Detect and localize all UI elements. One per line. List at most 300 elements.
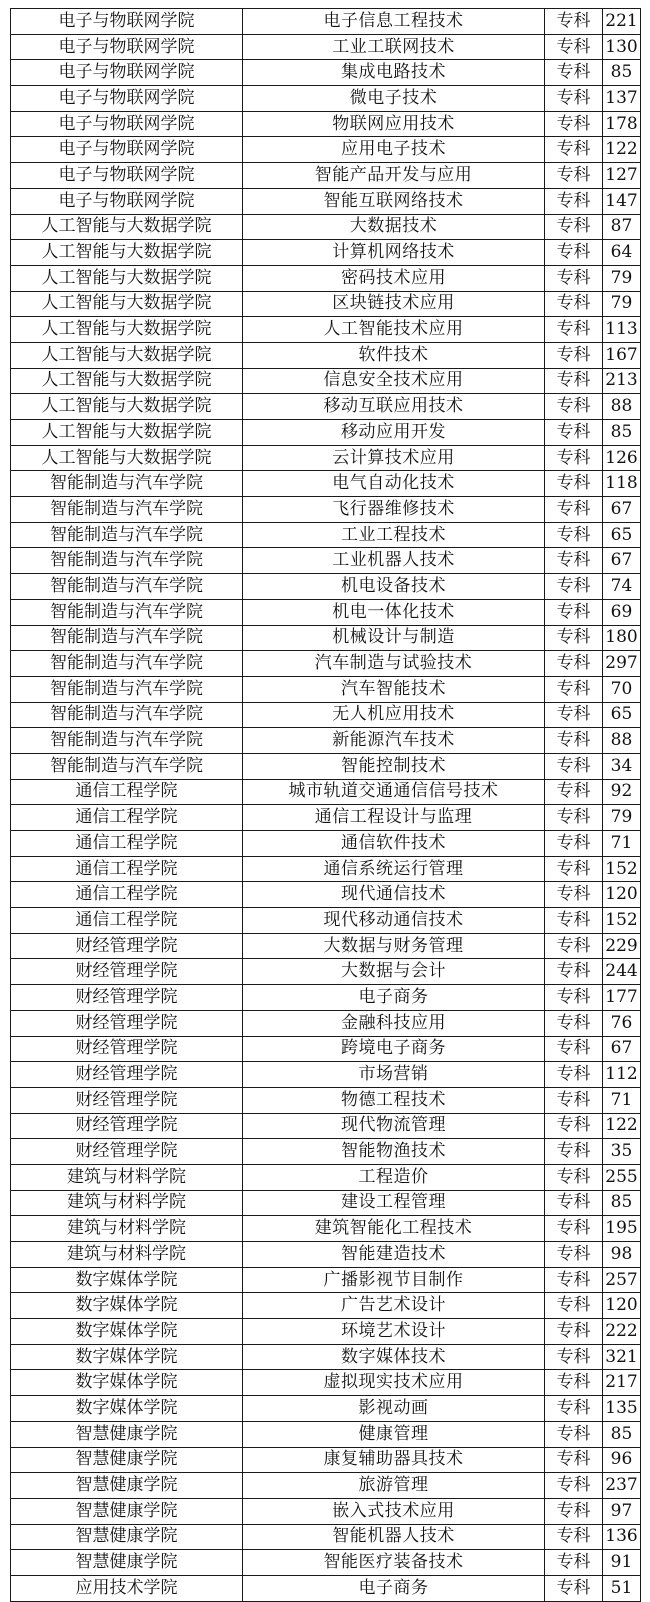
count-cell: 71	[603, 1087, 641, 1113]
table-row	[11, 676, 641, 702]
table-row	[11, 1267, 641, 1293]
level-cell: 专科	[545, 702, 603, 728]
table-row	[11, 933, 641, 959]
major-cell: 现代移动通信技术	[243, 908, 545, 934]
table-row	[11, 1216, 641, 1242]
count-cell: 147	[603, 188, 641, 214]
level-cell: 专科	[545, 420, 603, 446]
level-cell: 专科	[545, 1524, 603, 1550]
table-row	[11, 34, 641, 60]
college-cell: 财经管理学院	[11, 1010, 243, 1036]
table-row	[11, 60, 641, 86]
college-cell: 智能制造与汽车学院	[11, 651, 243, 677]
level-cell: 专科	[545, 445, 603, 471]
table-row	[11, 856, 641, 882]
college-cell: 建筑与材料学院	[11, 1242, 243, 1268]
count-cell: 118	[603, 471, 641, 497]
major-cell: 物德工程技术	[243, 1087, 545, 1113]
college-cell: 智能制造与汽车学院	[11, 728, 243, 754]
major-cell: 云计算技术应用	[243, 445, 545, 471]
count-cell: 85	[603, 1421, 641, 1447]
major-cell: 建设工程管理	[243, 1190, 545, 1216]
table-row	[11, 1319, 641, 1345]
level-cell: 专科	[545, 1575, 603, 1601]
major-cell: 跨境电子商务	[243, 1036, 545, 1062]
table-row	[11, 265, 641, 291]
college-cell: 电子与物联网学院	[11, 86, 243, 112]
major-cell: 虚拟现实技术应用	[243, 1370, 545, 1396]
college-cell: 建筑与材料学院	[11, 1164, 243, 1190]
table-row	[11, 188, 641, 214]
major-cell: 智能医疗装备技术	[243, 1550, 545, 1576]
enrollment-plan-table	[10, 8, 641, 1602]
college-cell: 财经管理学院	[11, 1087, 243, 1113]
college-cell: 财经管理学院	[11, 1113, 243, 1139]
level-cell: 专科	[545, 985, 603, 1011]
count-cell: 137	[603, 86, 641, 112]
major-cell: 健康管理	[243, 1421, 545, 1447]
level-cell: 专科	[545, 1319, 603, 1345]
major-cell: 无人机应用技术	[243, 702, 545, 728]
count-cell: 88	[603, 394, 641, 420]
count-cell: 297	[603, 651, 641, 677]
level-cell: 专科	[545, 214, 603, 240]
major-cell: 工业工程技术	[243, 522, 545, 548]
table-row	[11, 1062, 641, 1088]
count-cell: 221	[603, 9, 641, 35]
table-row	[11, 959, 641, 985]
table-row	[11, 9, 641, 35]
major-cell: 智能物渔技术	[243, 1139, 545, 1165]
major-cell: 智能互联网络技术	[243, 188, 545, 214]
college-cell: 数字媒体学院	[11, 1319, 243, 1345]
level-cell: 专科	[545, 137, 603, 163]
major-cell: 通信系统运行管理	[243, 856, 545, 882]
count-cell: 122	[603, 137, 641, 163]
major-cell: 机械设计与制造	[243, 625, 545, 651]
table-row	[11, 342, 641, 368]
count-cell: 222	[603, 1319, 641, 1345]
major-cell: 现代通信技术	[243, 882, 545, 908]
major-cell: 通信工程设计与监理	[243, 805, 545, 831]
level-cell: 专科	[545, 574, 603, 600]
count-cell: 195	[603, 1216, 641, 1242]
count-cell: 257	[603, 1267, 641, 1293]
count-cell: 178	[603, 111, 641, 137]
level-cell: 专科	[545, 368, 603, 394]
count-cell: 112	[603, 1062, 641, 1088]
count-cell: 122	[603, 1113, 641, 1139]
table-row	[11, 882, 641, 908]
table-row	[11, 163, 641, 189]
college-cell: 财经管理学院	[11, 933, 243, 959]
college-cell: 人工智能与大数据学院	[11, 317, 243, 343]
college-cell: 电子与物联网学院	[11, 9, 243, 35]
table-row	[11, 651, 641, 677]
count-cell: 67	[603, 497, 641, 523]
major-cell: 机电设备技术	[243, 574, 545, 600]
college-cell: 通信工程学院	[11, 831, 243, 857]
table-row	[11, 1036, 641, 1062]
table-row	[11, 702, 641, 728]
count-cell: 255	[603, 1164, 641, 1190]
college-cell: 人工智能与大数据学院	[11, 420, 243, 446]
college-cell: 电子与物联网学院	[11, 188, 243, 214]
table-row	[11, 1164, 641, 1190]
college-cell: 财经管理学院	[11, 1036, 243, 1062]
level-cell: 专科	[545, 1344, 603, 1370]
count-cell: 213	[603, 368, 641, 394]
count-cell: 130	[603, 34, 641, 60]
college-cell: 数字媒体学院	[11, 1293, 243, 1319]
major-cell: 智能控制技术	[243, 753, 545, 779]
college-cell: 智能制造与汽车学院	[11, 497, 243, 523]
table-row	[11, 214, 641, 240]
table-row	[11, 985, 641, 1011]
level-cell: 专科	[545, 86, 603, 112]
college-cell: 智慧健康学院	[11, 1447, 243, 1473]
table-row	[11, 1293, 641, 1319]
college-cell: 电子与物联网学院	[11, 111, 243, 137]
level-cell: 专科	[545, 1062, 603, 1088]
level-cell: 专科	[545, 188, 603, 214]
college-cell: 人工智能与大数据学院	[11, 394, 243, 420]
table-row	[11, 908, 641, 934]
count-cell: 79	[603, 265, 641, 291]
level-cell: 专科	[545, 1370, 603, 1396]
count-cell: 67	[603, 1036, 641, 1062]
count-cell: 136	[603, 1524, 641, 1550]
table-row	[11, 137, 641, 163]
major-cell: 微电子技术	[243, 86, 545, 112]
table-row	[11, 420, 641, 446]
count-cell: 135	[603, 1396, 641, 1422]
table-row	[11, 574, 641, 600]
major-cell: 密码技术应用	[243, 265, 545, 291]
college-cell: 智能制造与汽车学院	[11, 548, 243, 574]
count-cell: 85	[603, 1190, 641, 1216]
count-cell: 65	[603, 522, 641, 548]
count-cell: 67	[603, 548, 641, 574]
level-cell: 专科	[545, 240, 603, 266]
major-cell: 电气自动化技术	[243, 471, 545, 497]
level-cell: 专科	[545, 882, 603, 908]
college-cell: 电子与物联网学院	[11, 60, 243, 86]
count-cell: 76	[603, 1010, 641, 1036]
college-cell: 智能制造与汽车学院	[11, 599, 243, 625]
count-cell: 96	[603, 1447, 641, 1473]
table-row	[11, 548, 641, 574]
count-cell: 35	[603, 1139, 641, 1165]
college-cell: 智慧健康学院	[11, 1498, 243, 1524]
major-cell: 城市轨道交通通信信号技术	[243, 779, 545, 805]
level-cell: 专科	[545, 959, 603, 985]
level-cell: 专科	[545, 1242, 603, 1268]
level-cell: 专科	[545, 471, 603, 497]
college-cell: 智慧健康学院	[11, 1550, 243, 1576]
major-cell: 人工智能技术应用	[243, 317, 545, 343]
table-row	[11, 471, 641, 497]
count-cell: 177	[603, 985, 641, 1011]
level-cell: 专科	[545, 60, 603, 86]
level-cell: 专科	[545, 522, 603, 548]
count-cell: 167	[603, 342, 641, 368]
college-cell: 人工智能与大数据学院	[11, 342, 243, 368]
college-cell: 数字媒体学院	[11, 1396, 243, 1422]
college-cell: 人工智能与大数据学院	[11, 291, 243, 317]
table-row	[11, 779, 641, 805]
level-cell: 专科	[545, 1267, 603, 1293]
major-cell: 工业工联网技术	[243, 34, 545, 60]
count-cell: 244	[603, 959, 641, 985]
level-cell: 专科	[545, 317, 603, 343]
table-row	[11, 317, 641, 343]
college-cell: 建筑与材料学院	[11, 1190, 243, 1216]
major-cell: 汽车智能技术	[243, 676, 545, 702]
college-cell: 智慧健康学院	[11, 1421, 243, 1447]
count-cell: 152	[603, 908, 641, 934]
level-cell: 专科	[545, 676, 603, 702]
count-cell: 126	[603, 445, 641, 471]
major-cell: 电子商务	[243, 985, 545, 1011]
college-cell: 财经管理学院	[11, 1139, 243, 1165]
count-cell: 79	[603, 805, 641, 831]
major-cell: 建筑智能化工程技术	[243, 1216, 545, 1242]
table-row	[11, 86, 641, 112]
major-cell: 金融科技应用	[243, 1010, 545, 1036]
table-row	[11, 1498, 641, 1524]
major-cell: 环境艺术设计	[243, 1319, 545, 1345]
major-cell: 大数据与会计	[243, 959, 545, 985]
table-row	[11, 368, 641, 394]
college-cell: 财经管理学院	[11, 959, 243, 985]
level-cell: 专科	[545, 394, 603, 420]
table-row	[11, 1190, 641, 1216]
college-cell: 财经管理学院	[11, 985, 243, 1011]
college-cell: 智慧健康学院	[11, 1473, 243, 1499]
college-cell: 智能制造与汽车学院	[11, 625, 243, 651]
table-row	[11, 1575, 641, 1601]
level-cell: 专科	[545, 342, 603, 368]
table-row	[11, 1421, 641, 1447]
table-row	[11, 831, 641, 857]
table-row	[11, 497, 641, 523]
level-cell: 专科	[545, 1421, 603, 1447]
count-cell: 69	[603, 599, 641, 625]
count-cell: 70	[603, 676, 641, 702]
count-cell: 120	[603, 882, 641, 908]
level-cell: 专科	[545, 779, 603, 805]
college-cell: 智能制造与汽车学院	[11, 522, 243, 548]
level-cell: 专科	[545, 1036, 603, 1062]
level-cell: 专科	[545, 856, 603, 882]
count-cell: 71	[603, 831, 641, 857]
major-cell: 智能机器人技术	[243, 1524, 545, 1550]
count-cell: 91	[603, 1550, 641, 1576]
table-row	[11, 1087, 641, 1113]
count-cell: 88	[603, 728, 641, 754]
count-cell: 87	[603, 214, 641, 240]
major-cell: 计算机网络技术	[243, 240, 545, 266]
major-cell: 飞行器维修技术	[243, 497, 545, 523]
count-cell: 127	[603, 163, 641, 189]
table-row	[11, 1447, 641, 1473]
level-cell: 专科	[545, 497, 603, 523]
level-cell: 专科	[545, 291, 603, 317]
level-cell: 专科	[545, 265, 603, 291]
major-cell: 旅游管理	[243, 1473, 545, 1499]
level-cell: 专科	[545, 908, 603, 934]
table-row	[11, 1370, 641, 1396]
level-cell: 专科	[545, 728, 603, 754]
table-row	[11, 1113, 641, 1139]
major-cell: 通信软件技术	[243, 831, 545, 857]
count-cell: 237	[603, 1473, 641, 1499]
level-cell: 专科	[545, 1190, 603, 1216]
college-cell: 人工智能与大数据学院	[11, 214, 243, 240]
table-row	[11, 1396, 641, 1422]
major-cell: 市场营销	[243, 1062, 545, 1088]
level-cell: 专科	[545, 599, 603, 625]
major-cell: 集成电路技术	[243, 60, 545, 86]
major-cell: 康复辅助器具技术	[243, 1447, 545, 1473]
college-cell: 通信工程学院	[11, 856, 243, 882]
table-row	[11, 445, 641, 471]
count-cell: 51	[603, 1575, 641, 1601]
count-cell: 64	[603, 240, 641, 266]
count-cell: 92	[603, 779, 641, 805]
level-cell: 专科	[545, 548, 603, 574]
college-cell: 人工智能与大数据学院	[11, 368, 243, 394]
college-cell: 通信工程学院	[11, 805, 243, 831]
major-cell: 汽车制造与试验技术	[243, 651, 545, 677]
table-row	[11, 1550, 641, 1576]
college-cell: 电子与物联网学院	[11, 34, 243, 60]
major-cell: 工业机器人技术	[243, 548, 545, 574]
college-cell: 智能制造与汽车学院	[11, 753, 243, 779]
level-cell: 专科	[545, 1113, 603, 1139]
count-cell: 229	[603, 933, 641, 959]
level-cell: 专科	[545, 1498, 603, 1524]
college-cell: 人工智能与大数据学院	[11, 240, 243, 266]
college-cell: 智慧健康学院	[11, 1524, 243, 1550]
college-cell: 人工智能与大数据学院	[11, 265, 243, 291]
major-cell: 智能建造技术	[243, 1242, 545, 1268]
level-cell: 专科	[545, 1396, 603, 1422]
college-cell: 人工智能与大数据学院	[11, 445, 243, 471]
count-cell: 152	[603, 856, 641, 882]
college-cell: 通信工程学院	[11, 908, 243, 934]
major-cell: 机电一体化技术	[243, 599, 545, 625]
count-cell: 120	[603, 1293, 641, 1319]
level-cell: 专科	[545, 933, 603, 959]
count-cell: 321	[603, 1344, 641, 1370]
count-cell: 217	[603, 1370, 641, 1396]
major-cell: 广播影视节目制作	[243, 1267, 545, 1293]
table-row	[11, 1010, 641, 1036]
count-cell: 180	[603, 625, 641, 651]
major-cell: 应用电子技术	[243, 137, 545, 163]
major-cell: 物联网应用技术	[243, 111, 545, 137]
major-cell: 软件技术	[243, 342, 545, 368]
college-cell: 电子与物联网学院	[11, 163, 243, 189]
level-cell: 专科	[545, 1164, 603, 1190]
table-row	[11, 1242, 641, 1268]
major-cell: 移动互联应用技术	[243, 394, 545, 420]
table-row	[11, 291, 641, 317]
table-body	[11, 9, 641, 1602]
level-cell: 专科	[545, 1447, 603, 1473]
table-row	[11, 1473, 641, 1499]
college-cell: 数字媒体学院	[11, 1267, 243, 1293]
major-cell: 工程造价	[243, 1164, 545, 1190]
level-cell: 专科	[545, 625, 603, 651]
table-row	[11, 599, 641, 625]
count-cell: 97	[603, 1498, 641, 1524]
level-cell: 专科	[545, 9, 603, 35]
table-row	[11, 805, 641, 831]
level-cell: 专科	[545, 111, 603, 137]
table-row	[11, 1344, 641, 1370]
college-cell: 通信工程学院	[11, 882, 243, 908]
major-cell: 广告艺术设计	[243, 1293, 545, 1319]
table-row	[11, 394, 641, 420]
level-cell: 专科	[545, 753, 603, 779]
level-cell: 专科	[545, 1550, 603, 1576]
level-cell: 专科	[545, 805, 603, 831]
college-cell: 智能制造与汽车学院	[11, 702, 243, 728]
level-cell: 专科	[545, 831, 603, 857]
level-cell: 专科	[545, 651, 603, 677]
level-cell: 专科	[545, 163, 603, 189]
count-cell: 79	[603, 291, 641, 317]
table-row	[11, 753, 641, 779]
major-cell: 数字媒体技术	[243, 1344, 545, 1370]
count-cell: 74	[603, 574, 641, 600]
major-cell: 电子商务	[243, 1575, 545, 1601]
level-cell: 专科	[545, 1139, 603, 1165]
table-row	[11, 1139, 641, 1165]
college-cell: 财经管理学院	[11, 1062, 243, 1088]
major-cell: 移动应用开发	[243, 420, 545, 446]
major-cell: 大数据技术	[243, 214, 545, 240]
major-cell: 信息安全技术应用	[243, 368, 545, 394]
major-cell: 现代物流管理	[243, 1113, 545, 1139]
level-cell: 专科	[545, 1010, 603, 1036]
college-cell: 通信工程学院	[11, 779, 243, 805]
count-cell: 85	[603, 60, 641, 86]
college-cell: 智能制造与汽车学院	[11, 574, 243, 600]
table-row	[11, 522, 641, 548]
major-cell: 智能产品开发与应用	[243, 163, 545, 189]
level-cell: 专科	[545, 1473, 603, 1499]
major-cell: 影视动画	[243, 1396, 545, 1422]
college-cell: 电子与物联网学院	[11, 137, 243, 163]
table-row	[11, 728, 641, 754]
count-cell: 113	[603, 317, 641, 343]
table-row	[11, 625, 641, 651]
major-cell: 嵌入式技术应用	[243, 1498, 545, 1524]
level-cell: 专科	[545, 1216, 603, 1242]
table-row	[11, 240, 641, 266]
count-cell: 85	[603, 420, 641, 446]
level-cell: 专科	[545, 1087, 603, 1113]
major-cell: 电子信息工程技术	[243, 9, 545, 35]
count-cell: 65	[603, 702, 641, 728]
level-cell: 专科	[545, 34, 603, 60]
count-cell: 34	[603, 753, 641, 779]
college-cell: 智能制造与汽车学院	[11, 676, 243, 702]
